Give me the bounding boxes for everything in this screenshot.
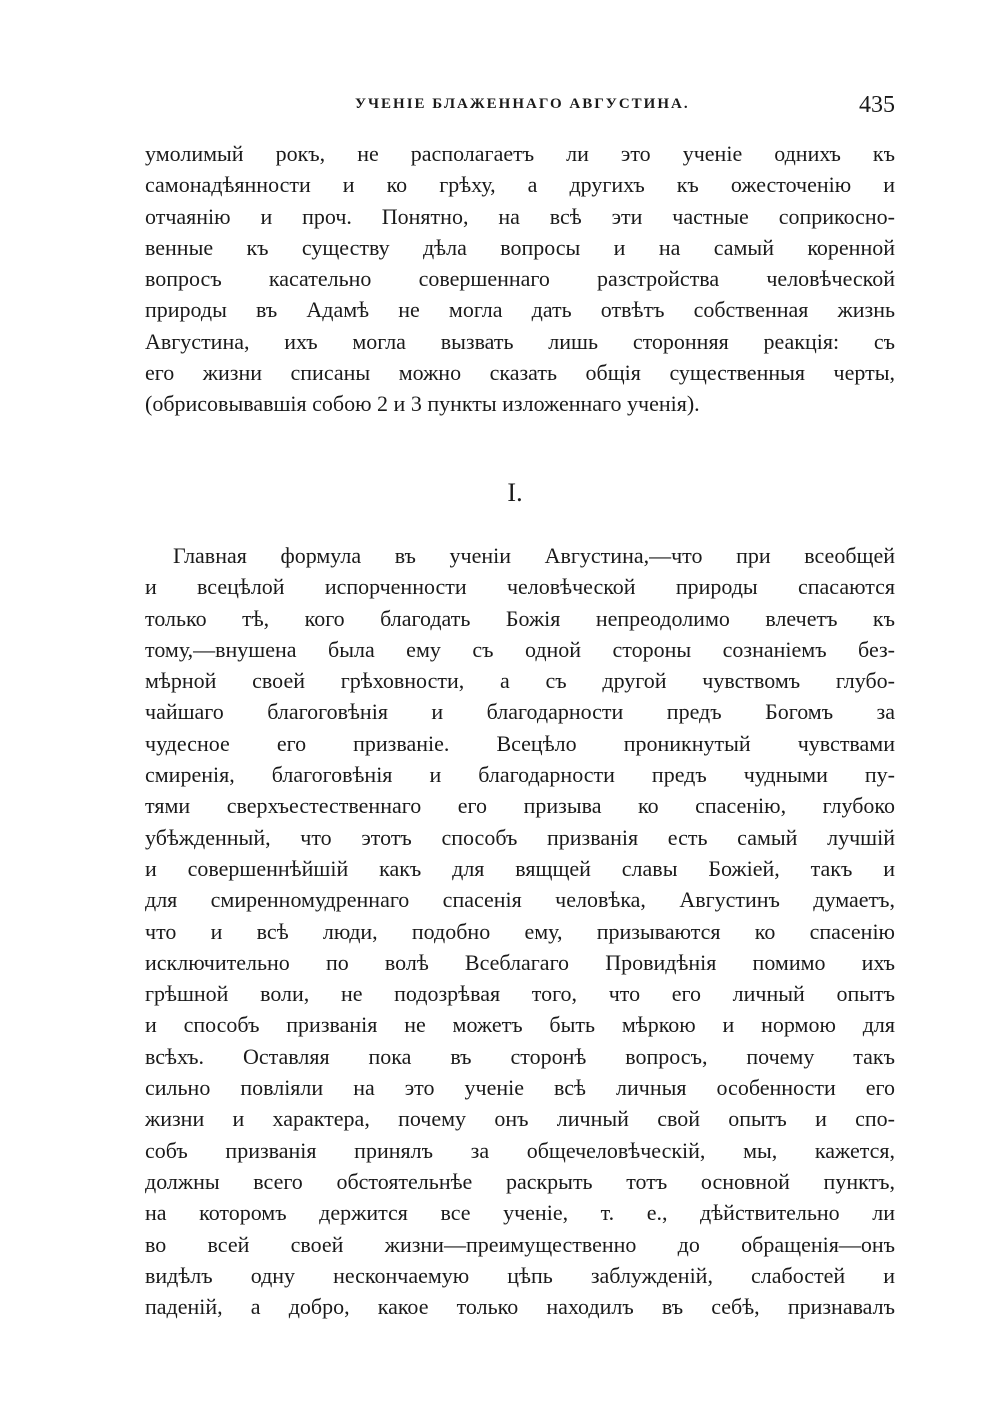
running-title: УЧЕНІЕ БЛАЖЕННАГО АВГУСТИНА.: [355, 96, 690, 112]
text-line: всѣхъ. Оставляя пока въ сторонѣ вопросъ, почему такъ: [145, 1043, 895, 1069]
text-line: природы въ Адамѣ не могла дать отвѣтъ собственная жизнь: [145, 297, 895, 323]
text-line: паденій, а добро, какое только находилъ въ себѣ, признавалъ: [145, 1294, 895, 1320]
text-line: убѣжденный, что этотъ способъ призванія есть самый лучшій: [145, 824, 895, 850]
text-line: собъ призванія принялъ за общечеловѣческій, мы, кажется,: [145, 1137, 895, 1163]
text-line: умолимый рокъ, не располагаетъ ли это ученіе однихъ къ: [145, 141, 895, 166]
text-line: сильно повліяли на это ученіе всѣ личныя особенности его: [145, 1075, 895, 1101]
text-line: жизни и характера, почему онъ личный свой опытъ и спо-: [145, 1106, 895, 1132]
paragraph-continued: [145, 138, 895, 420]
text-line: и совершеннѣйшій какъ для вящщей славы Божіей, такъ и: [145, 855, 895, 881]
text-line: чайшаго благоговѣнія и благодарности предъ Богомъ за: [145, 699, 895, 725]
text-line: тями сверхъестественнаго его призыва ко спасенію, глубоко: [145, 793, 895, 819]
paragraph-section-1: [145, 540, 895, 1322]
text-line: вопросъ касательно совершеннаго разстройства человѣческой: [145, 266, 895, 292]
text-line: для смиренномудреннаго спасенія человѣка, Августинъ думаетъ,: [145, 887, 895, 913]
text-line: и всецѣлой испорченности человѣческой природы спасаются: [145, 574, 895, 600]
text-line: самонадѣянности и ко грѣху, а другихъ къ ожесточенію и: [145, 172, 895, 198]
text-line: Августина, ихъ могла вызвать лишь сторонняя реакція: съ: [145, 328, 895, 354]
text-line: смиренія, благоговѣнія и благодарности предъ чудными пу-: [145, 762, 895, 788]
text-line: видѣлъ одну нескончаемую цѣпь заблужденій, слабостей и: [145, 1262, 895, 1288]
text-line: и способъ призванія не можетъ быть мѣркою и нормою для: [145, 1012, 895, 1038]
text-line: на которомъ держится все ученіе, т. е., дѣйствительно ли: [145, 1200, 895, 1226]
section-heading: I.: [507, 478, 523, 507]
text-line: должны всего обстоятельнѣе раскрыть тотъ основной пунктъ,: [145, 1168, 895, 1194]
text-line: во всей своей жизни—преимущественно до обращенія—онъ: [145, 1231, 895, 1257]
text-line: грѣшной воли, не подозрѣвая того, что его личный опытъ: [145, 981, 895, 1007]
text-line: мѣрной своей грѣховности, а съ другой чувствомъ глубо-: [145, 668, 895, 694]
text-line: только тѣ, кого благодать Божія непреодолимо влечетъ къ: [145, 605, 895, 631]
page-number: 435: [859, 92, 895, 118]
text-line: что и всѣ люди, подобно ему, призываются ко спасенію: [145, 918, 895, 944]
text-line: отчаянію и проч. Понятно, на всѣ эти частные соприкосно-: [145, 203, 895, 229]
text-line: венные къ существу дѣла вопросы и на самый коренной: [145, 234, 895, 260]
running-header: [145, 92, 895, 122]
text-line: исключительно по волѣ Всеблагаго Провидѣнія помимо ихъ: [145, 949, 895, 975]
text-line: его жизни списаны можно сказать общія существенныя черты,: [145, 360, 895, 386]
text-line: тому,—внушена была ему съ одной стороны сознаніемъ без-: [145, 636, 895, 662]
text-line: (обрисовывавшія собою 2 и 3 пункты изложеннаго ученія).: [145, 391, 700, 417]
text-line: чудесное его призваніе. Всецѣло проникнутый чувствами: [145, 730, 895, 756]
text-line: Главная формула въ ученіи Августина,—что при всеобщей: [173, 543, 895, 568]
